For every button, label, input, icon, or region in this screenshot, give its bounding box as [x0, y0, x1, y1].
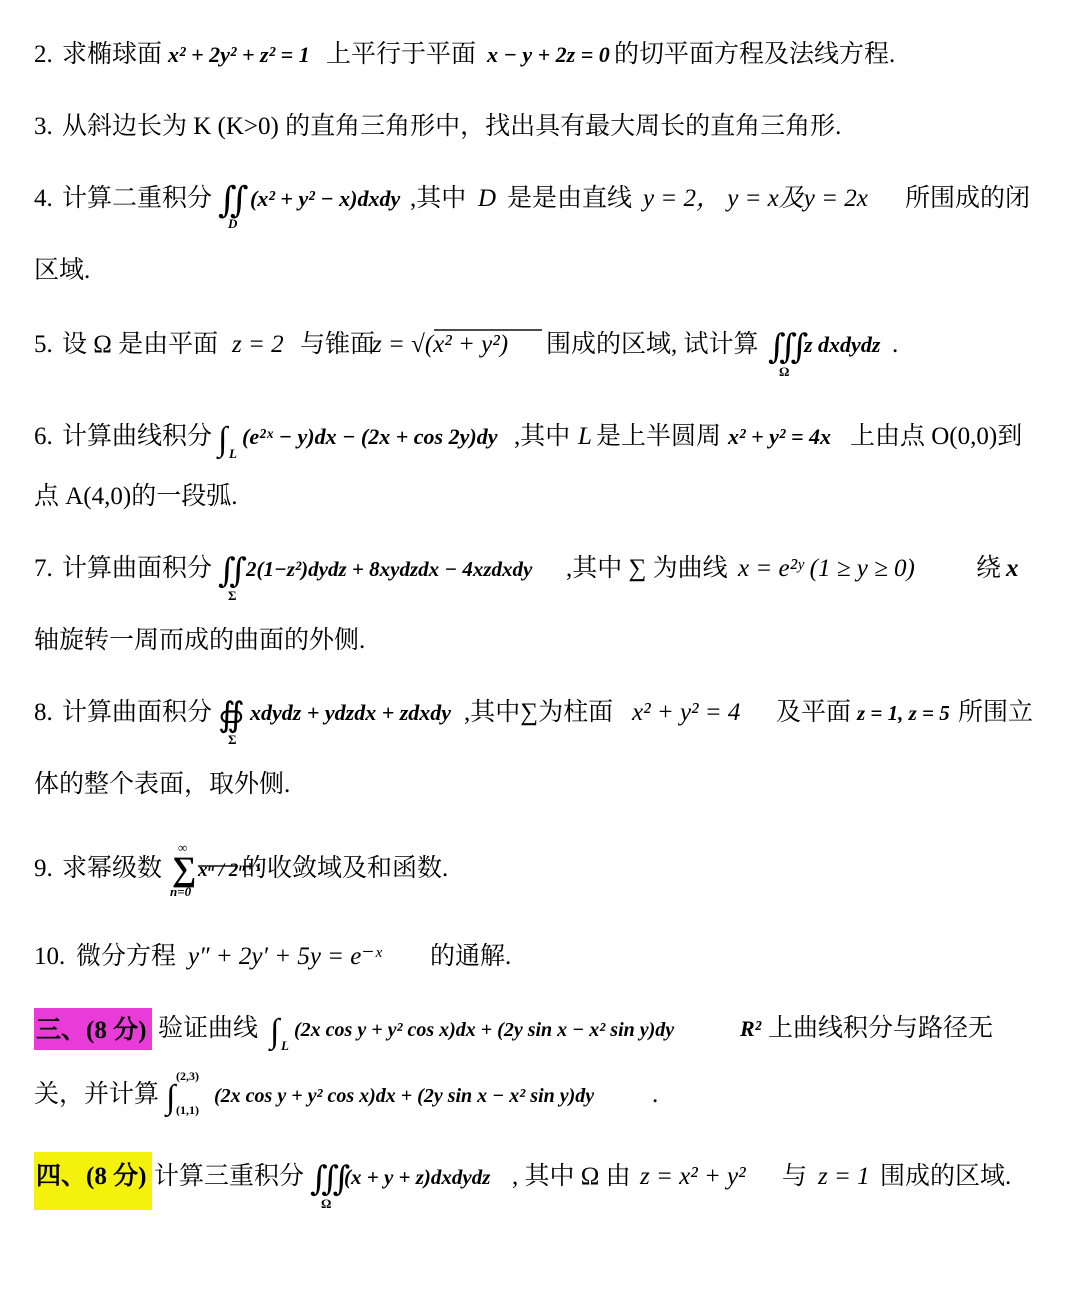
- section-3: [34, 1008, 993, 1118]
- problem-8-cylinder: x² + y² = 4: [632, 699, 741, 726]
- problem-7-number: 7.: [34, 555, 53, 582]
- problem-7-text-b: ,其中 ∑ 为曲线: [566, 555, 728, 582]
- double-integral-sign: ∬: [218, 180, 249, 220]
- problem-8-integrand: xdydz + ydzdx + zdxdy: [250, 700, 452, 725]
- problem-4-text-a: 计算二重积分: [62, 185, 213, 212]
- section-4-integral-subscript: Ω: [321, 1196, 332, 1211]
- problem-4-integrand: (x² + y² − x)dxdy: [250, 186, 401, 211]
- problem-6-text-d: 上由点 O(0,0)到: [850, 423, 1023, 450]
- problem-2-number: 2.: [34, 41, 53, 68]
- problem-6-integrand: (e²ˣ − y)dx − (2x + cos 2y)dy: [242, 424, 498, 449]
- section-3-plane: R²: [740, 1016, 762, 1041]
- integral-domain-subscript: D: [228, 216, 238, 231]
- problem-3-text: 从斜边长为 K (K>0) 的直角三角形中，找出具有最大周长的直角三角形.: [62, 113, 842, 140]
- section-3-upper-limit: (2,3): [176, 1069, 199, 1083]
- problem-4-lines: y = 2， y = x及y = 2x: [643, 185, 868, 212]
- problem-7-integrand: 2(1−z²)dydz + 8xydzdx − 4xzdxdy: [246, 557, 533, 581]
- problem-7-text-c: 绕: [976, 555, 1002, 582]
- problem-5-integrand: z dxdydz: [804, 332, 881, 357]
- section-4-label: 四、(8 分): [36, 1163, 147, 1190]
- section-4-plane: z = 1: [818, 1163, 870, 1190]
- problem-6-line2: 点 A(4,0)的一段弧.: [34, 483, 238, 510]
- problem-7-curve: x = e²ʸ (1 ≥ y ≥ 0): [738, 555, 915, 582]
- problem-2-ellipsoid: x² + 2y² + z² = 1: [168, 42, 310, 67]
- section-3-lower-limit: (1,1): [176, 1103, 199, 1117]
- section-4-text-c: 与: [782, 1163, 808, 1190]
- problem-10: [34, 942, 511, 970]
- section-3-text-a: 验证曲线: [158, 1015, 259, 1042]
- problem-10-ode: y″ + 2y′ + 5y = e⁻ˣ: [188, 943, 382, 970]
- problem-9-number: 9.: [34, 855, 53, 882]
- problem-6-number: 6.: [34, 423, 53, 450]
- problem-5: [34, 329, 898, 379]
- problem-7-text-a: 计算曲面积分: [62, 555, 213, 582]
- problem-8: [34, 697, 1033, 798]
- integral-path-subscript: L: [229, 446, 237, 461]
- problem-4-text-b: ,其中: [410, 185, 467, 212]
- section-4-text-a: 计算三重积分: [154, 1163, 305, 1190]
- section-4-triple-integral-sign: ∭: [310, 1161, 351, 1198]
- section-4-text-b: , 其中 Ω 由: [512, 1163, 631, 1190]
- section-3-integral-sign: ∫: [270, 1013, 280, 1050]
- section-3-definite-integrand: (2x cos y + y² cos x)dx + (2y sin x − x² sin y)dy: [214, 1085, 595, 1107]
- problem-5-period: .: [892, 331, 899, 358]
- closed-integral-subscript: Σ: [228, 732, 237, 747]
- problem-8-text-c: 及平面: [776, 699, 852, 726]
- problem-6-text-c: 是上半圆周: [596, 423, 722, 450]
- problem-6-text-b: ,其中: [514, 423, 571, 450]
- problem-8-planes: z = 1, z = 5: [857, 701, 950, 725]
- surface-integral-sign: ∬: [218, 553, 247, 590]
- section-3-integral-subscript: L: [281, 1038, 289, 1053]
- problem-4-text-d: 所围成的闭: [905, 185, 1031, 212]
- problem-7-line2: 轴旋转一周而成的曲面的外侧.: [34, 627, 366, 654]
- problem-7-axis-var: x: [1006, 555, 1019, 582]
- section-3-text-b: 上曲线积分与路径无: [768, 1015, 994, 1042]
- problem-10-text-a: 微分方程: [76, 943, 177, 970]
- summation-sign: ∑: [172, 851, 197, 888]
- section-3-label: 三、(8 分): [36, 1017, 147, 1044]
- problem-8-text-d: 所围立: [958, 699, 1034, 726]
- problem-6-path-var: L: [578, 423, 592, 450]
- problem-5-number: 5.: [34, 331, 53, 358]
- problem-8-text-b: ,其中∑为柱面: [464, 699, 614, 726]
- problem-8-line2: 体的整个表面，取外侧.: [34, 771, 291, 798]
- problem-9-term: xⁿ / 2ⁿ⁺¹: [198, 860, 261, 881]
- problem-6-circle: x² + y² = 4x: [728, 424, 832, 449]
- problem-8-text-a: 计算曲面积分: [62, 699, 213, 726]
- problem-3: [34, 112, 841, 140]
- section-3-period: .: [652, 1081, 659, 1108]
- integral-region-subscript: Ω: [779, 364, 790, 379]
- section-3-integrand: (2x cos y + y² cos x)dx + (2y sin x − x² sin y)dy: [294, 1019, 675, 1041]
- problem-9: [34, 840, 448, 899]
- problem-4-line2: 区域.: [34, 257, 91, 284]
- problem-2-text-b: 上平行于平面: [326, 41, 477, 68]
- problem-10-number: 10.: [34, 943, 66, 970]
- problem-2-text-c: 的切平面方程及法线方程.: [614, 41, 896, 68]
- problem-5-text-c: 围成的区域, 试计算: [546, 331, 759, 358]
- problem-9-text-b: 的收敛域及和函数.: [242, 855, 449, 882]
- problem-4: [34, 180, 1030, 284]
- section-3-definite-integral-sign: ∫: [166, 1079, 176, 1116]
- problem-5-text-b: 与锥面: [300, 331, 376, 358]
- problem-5-text-a: 设 Ω 是由平面: [62, 331, 219, 358]
- summation-upper: ∞: [178, 840, 188, 855]
- section-4-text-d: 围成的区域.: [880, 1163, 1012, 1190]
- problem-7: [34, 553, 1019, 654]
- section-4-integrand: (x + y + z)dxdydz: [344, 1165, 491, 1189]
- section-3-text-c: 关，并计算: [34, 1081, 160, 1108]
- section-4-paraboloid: z = x² + y²: [640, 1163, 746, 1190]
- problem-5-cone: z = √(x² + y²): [372, 331, 509, 358]
- problem-4-number: 4.: [34, 185, 53, 212]
- problem-2-text-a: 求椭球面: [62, 41, 163, 68]
- problem-4-text-c: 是是由直线: [507, 185, 633, 212]
- problem-6: [34, 421, 1022, 510]
- problem-4-domain-var: D: [478, 185, 497, 212]
- problem-6-text-a: 计算曲线积分: [62, 423, 213, 450]
- integral-surface-subscript: Σ: [228, 588, 237, 603]
- line-integral-sign: ∫: [218, 421, 228, 458]
- problem-2-plane: x − y + 2z = 0: [487, 42, 610, 67]
- section-4: [34, 1152, 1011, 1211]
- problem-5-plane: z = 2: [232, 331, 284, 358]
- summation-lower: n=0: [170, 884, 192, 899]
- triple-integral-sign: ∭: [768, 329, 809, 366]
- problem-3-number: 3.: [34, 113, 53, 140]
- problem-8-number: 8.: [34, 699, 53, 726]
- problem-2: [34, 40, 895, 68]
- closed-surface-integral-sign: ∯: [218, 697, 245, 734]
- problem-9-text-a: 求幂级数: [62, 855, 163, 882]
- problem-10-text-b: 的通解.: [430, 943, 512, 970]
